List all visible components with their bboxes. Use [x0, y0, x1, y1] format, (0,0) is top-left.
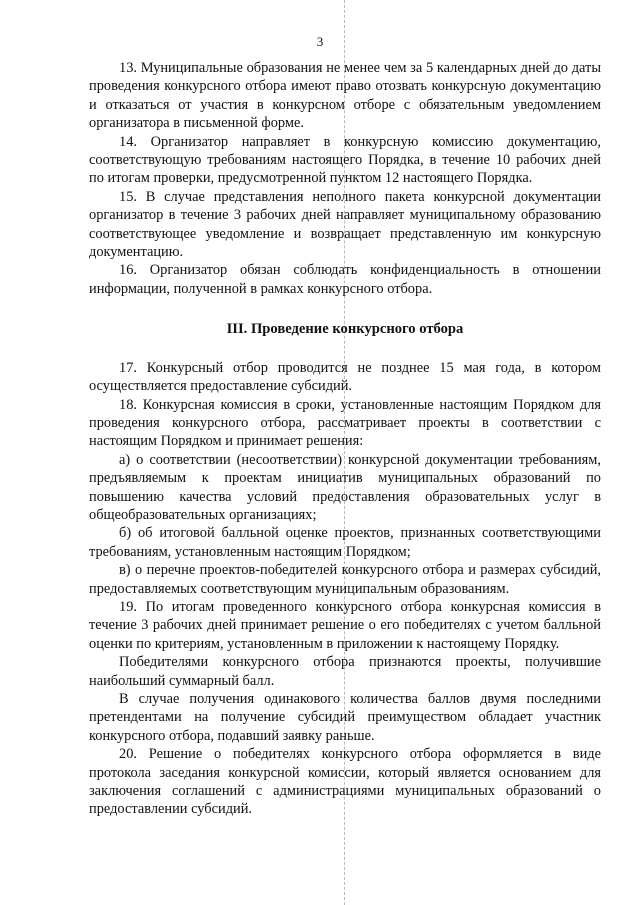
section-title: III. Проведение конкурсного отбора	[226, 321, 464, 338]
paragraph-19-winners: Победителями конкурсного отбора признаются проекты, получившие наибольший суммарный балл.	[89, 654, 601, 689]
paragraph-18-c: в) о перечне проектов-победителей конкурсного отбора и размерах субсидий, предоставляемых соответствующим муниципальным образованиям.	[89, 562, 601, 597]
document-body	[89, 59, 601, 819]
paragraph-20: 20. Решение о победителях конкурсного отбора оформляется в виде протокола заседания конкурсной комиссии, который является основанием для заключения соглашений с администрациями муниципальных образований о предоставлении субсидий.	[89, 746, 601, 818]
paragraph-19-tie: В случае получения одинакового количества баллов двумя последними претендентами на получение субсидий преимуществом обладает участник конкурсного отбора, подавший заявку раньше.	[89, 691, 601, 744]
paragraph-15: 15. В случае представления неполного пакета конкурсной документации организатор в течение 3 рабочих дней направляет муниципальному образованию соответствующее уведомление и возвращает представленную им конкурсную документацию.	[89, 188, 601, 261]
paragraph-18: 18. Конкурсная комиссия в сроки, установленные настоящим Порядком для проведения конкурсного отбора, рассматривает проекты в соответствии с настоящим Порядком и принимает решения:	[89, 396, 601, 450]
paragraph-16: 16. Организатор обязан соблюдать конфиденциальность в отношении информации, полученной в рамках конкурсного отбора.	[89, 262, 601, 297]
paragraph-19: 19. По итогам проведенного конкурсного отбора конкурсная комиссия в течение 3 рабочих дней принимает решение о его победителях с учетом балльной оценки по критериям, установленным в приложении к настоящему Порядку.	[89, 598, 601, 652]
page-number: 3	[316, 34, 324, 49]
paragraph-18-a: а) о соответствии (несоответствии) конкурсной документации требованиям, предъявляемым к проектам инициатив муниципальных образований по повышению качества условий предоставления образовательных услуг в общеобразовательных организациях;	[89, 451, 601, 523]
paragraph-17: 17. Конкурсный отбор проводится не позднее 15 мая года, в котором осуществляется предоставление субсидий.	[89, 359, 601, 395]
paragraph-13: 13. Муниципальные образования не менее чем за 5 календарных дней до даты проведения конкурсного отбора имеют право отозвать конкурсную документацию и отказаться от участия в конкурсном отборе с обязательным уведомлением организатора в письменной форме.	[89, 60, 601, 132]
paragraph-14: 14. Организатор направляет в конкурсную комиссию документацию, соответствующую требованиям настоящего Порядка, в течение 10 рабочих дней по итогам проверки, предусмотренной пунктом 12 настоящего Порядка.	[89, 133, 601, 187]
paragraph-18-b: б) об итоговой балльной оценке проектов, признанных соответствующими требованиям, установленным настоящим Порядком;	[89, 525, 601, 560]
